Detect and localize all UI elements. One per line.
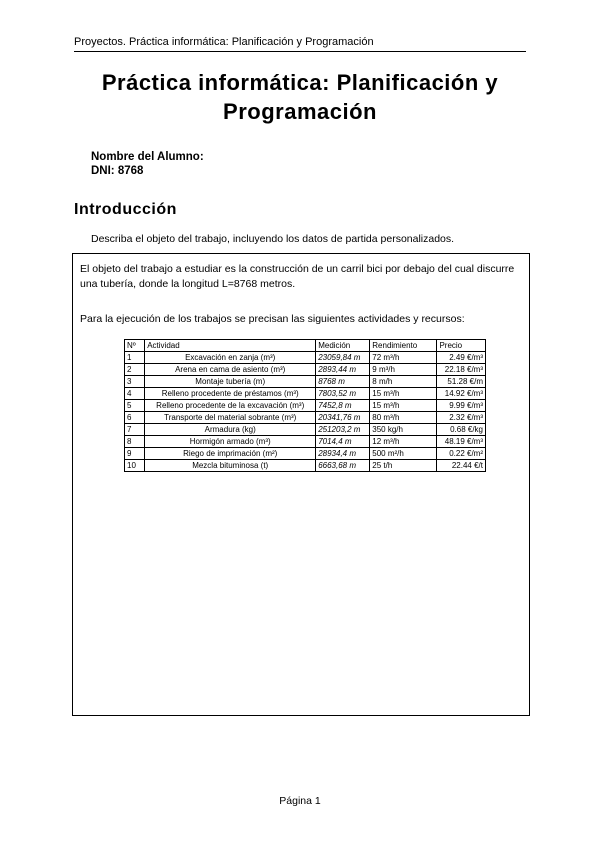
cell-number: 4 [125, 388, 145, 400]
table-row [125, 460, 486, 472]
cell-rendimiento: 350 kg/h [370, 424, 437, 436]
cell-actividad: Mezcla bituminosa (t) [145, 460, 316, 472]
cell-precio: 9.99 €/m³ [437, 400, 486, 412]
section-instruction: Describa el objeto del trabajo, incluyendo los datos de partida personalizados. [91, 233, 455, 245]
cell-rendimiento: 15 m³/h [370, 388, 437, 400]
cell-actividad: Transporte del material sobrante (m³) [145, 412, 316, 424]
resources-intro: Para la ejecución de los trabajos se precisan las siguientes actividades y recursos: [80, 313, 465, 325]
cell-actividad: Hormigón armado (m³) [145, 436, 316, 448]
activities-table-body [125, 352, 486, 472]
cell-precio: 0.22 €/m² [437, 448, 486, 460]
cell-medicion: 7452,8 m [316, 400, 370, 412]
cell-rendimiento: 80 m³/h [370, 412, 437, 424]
cell-actividad: Relleno procedente de la excavación (m³) [145, 400, 316, 412]
table-row [125, 388, 486, 400]
cell-precio: 22.18 €/m³ [437, 364, 486, 376]
cell-actividad: Excavación en zanja (m³) [145, 352, 316, 364]
cell-precio: 51.28 €/m [437, 376, 486, 388]
cell-rendimiento: 9 m³/h [370, 364, 437, 376]
cell-actividad: Armadura (kg) [145, 424, 316, 436]
column-header-rendimiento: Rendimiento [370, 340, 437, 352]
cell-precio: 2.32 €/m³ [437, 412, 486, 424]
cell-medicion: 20341,76 m [316, 412, 370, 424]
page-number: Página 1 [279, 795, 321, 807]
cell-precio: 0.68 €/kg [437, 424, 486, 436]
answer-box[interactable] [72, 253, 530, 716]
document-title: Práctica informática: Planificación y Programación [101, 70, 499, 124]
cell-medicion: 28934,4 m [316, 448, 370, 460]
cell-precio: 14.92 €/m³ [437, 388, 486, 400]
cell-rendimiento: 72 m³/h [370, 352, 437, 364]
student-name-label: Nombre del Alumno: [91, 151, 204, 163]
cell-medicion: 7803,52 m [316, 388, 370, 400]
cell-medicion: 251203,2 m [316, 424, 370, 436]
cell-rendimiento: 15 m³/h [370, 400, 437, 412]
running-header: Proyectos. Práctica informática: Planificación y Programación [74, 34, 526, 52]
table-row [125, 424, 486, 436]
cell-medicion: 2893,44 m [316, 364, 370, 376]
cell-rendimiento: 12 m³/h [370, 436, 437, 448]
student-info [91, 150, 204, 178]
table-row [125, 352, 486, 364]
cell-actividad: Arena en cama de asiento (m³) [145, 364, 316, 376]
table-row [125, 436, 486, 448]
cell-actividad: Montaje tubería (m) [145, 376, 316, 388]
cell-number: 10 [125, 460, 145, 472]
cell-actividad: Relleno procedente de préstamos (m³) [145, 388, 316, 400]
cell-precio: 48.19 €/m³ [437, 436, 486, 448]
cell-medicion: 7014,4 m [316, 436, 370, 448]
table-row [125, 376, 486, 388]
section-heading-introduccion: Introducción [74, 201, 177, 218]
column-header-precio: Precio [437, 340, 486, 352]
cell-number: 7 [125, 424, 145, 436]
table-header-row [125, 340, 486, 352]
table-row [125, 448, 486, 460]
activities-table [124, 339, 486, 472]
column-header-num: Nº [125, 340, 145, 352]
cell-precio: 2.49 €/m³ [437, 352, 486, 364]
cell-medicion: 8768 m [316, 376, 370, 388]
cell-number: 2 [125, 364, 145, 376]
cell-number: 5 [125, 400, 145, 412]
column-header-actividad: Actividad [145, 340, 316, 352]
student-dni: DNI: 8768 [91, 165, 144, 177]
cell-rendimiento: 8 m/h [370, 376, 437, 388]
cell-actividad: Riego de imprimación (m²) [145, 448, 316, 460]
cell-rendimiento: 500 m²/h [370, 448, 437, 460]
cell-rendimiento: 25 t/h [370, 460, 437, 472]
table-row [125, 364, 486, 376]
table-row [125, 400, 486, 412]
cell-precio: 22.44 €/t [437, 460, 486, 472]
cell-number: 9 [125, 448, 145, 460]
cell-medicion: 23059,84 m [316, 352, 370, 364]
cell-number: 3 [125, 376, 145, 388]
column-header-medicion: Medición [316, 340, 370, 352]
cell-medicion: 6663,68 m [316, 460, 370, 472]
cell-number: 8 [125, 436, 145, 448]
cell-number: 1 [125, 352, 145, 364]
intro-paragraph: El objeto del trabajo a estudiar es la construcción de un carril bici por debajo del cual discurre una tubería, donde la longitud L=8768 metros. [80, 263, 515, 290]
cell-number: 6 [125, 412, 145, 424]
table-row [125, 412, 486, 424]
